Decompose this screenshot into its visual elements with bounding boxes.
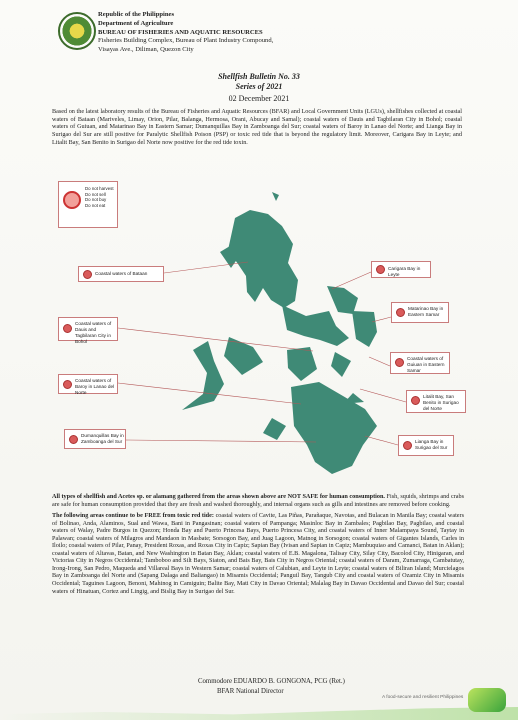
callout-label: Carigara Bay in Leyte: [388, 266, 421, 277]
callout-label: Coastal waters of Bataan: [95, 271, 148, 276]
callout-label: Coastal waters of Baroy in Lanao del Norte: [75, 378, 115, 395]
callout-litalit: [406, 390, 466, 413]
warning-paragraph: [52, 493, 464, 508]
advisory-text: [52, 493, 464, 595]
bulletin-number: Shellfish Bulletin No. 33: [218, 72, 300, 81]
callout-label: Dumanquillas Bay in Zamboanga del Sur: [81, 433, 124, 444]
legend-item: Do not sell: [85, 191, 106, 197]
signatory-title: BFAR National Director: [217, 688, 284, 695]
red-tide-icon: [63, 380, 72, 389]
warning-statement: All types of shellfish and Acetes sp. or alamang gathered from the areas shown above are NOT SAFE for human consumption.: [52, 493, 385, 500]
legend-item: Do not harvest: [85, 186, 114, 191]
address-line-2: Visayas Ave., Diliman, Quezon City: [98, 46, 194, 54]
bulletin-series: Series of 2021: [235, 82, 283, 91]
legend-item: Do not buy: [85, 197, 107, 203]
department-line: Department of Agriculture: [98, 19, 174, 27]
red-tide-icon: [63, 324, 72, 333]
legend-item: Do not eat: [85, 203, 106, 209]
agency-badge: [468, 688, 506, 712]
republic-line: Republic of the Philippines: [98, 11, 175, 18]
intro-paragraph: Based on the latest laboratory results of the Bureau of Fisheries and Aquatic Resources (BFAR) and Local Government Units (LGUs), shellfishes collected at coastal waters of Bataan (Mariveles, Limay, Orion, Pilar, Balanga, Hermosa, Orani, Abucay and Samal); coastal waters of Dauis and Tagbilaran City in Bohol; coastal waters of Guiuan, and Matarinao Bay in Eastern Samar; Dumanquillas Bay in Zamboanga del Sur; coastal waters of Baroy in Lanao del Norte; and Lianga Bay in Surigao del Sur are still positive for Paralytic Shellfish Poison (PSP) or toxic red tide that is beyond the regulatory limit. Moreover, Carigara Bay in Leyte; and Litalit Bay, San Benito in Surigao del Norte now positive for the red tide toxin.: [52, 108, 462, 146]
free-areas-heading: The following areas continue to be FREE from toxic red tide:: [52, 512, 214, 520]
red-tide-icon: [83, 270, 92, 279]
free-areas-list: coastal waters of Cavite, Las Piñas, Parañaque, Navotas, and Bulacan in Manila Bay; coastal waters of Bolinao, Anda, Alaminos, Sual and Wawa, Bani in Pangasinan; coastal waters of Pampanga; Masinloc Bay in Zambales; Pagbilao Bay, Pagbilao, and coastal waters of Walay, Padre Burgos in Quezon; Honda Bay and Puerto Princesa Bays, Puerto Princesa City, and coastal waters of Inner Malampaya Sound, Taytay in Palawan; coastal waters of Milagros and Mandaon in Masbate; Sorsogon Bay, and Juag Lagoon, Matnog in Sorsogon; coastal waters of Gigantes Islands, Carles in Iloilo; coastal waters of Pilar, Panay, President Roxas, and Roxas City in Capiz; Sapian Bay (Ivisan and Sapian in Capiz; Mambuquiao and Camanci, Batan in Aklan); coastal waters of Altavas, Batan, and New Washington in Batan Bay, Aklan; coastal waters of E.B. Magalona, Talisay City, Silay City, Bacolod City, Hinigaran, and Victorias City in Negros Occidental; Tamboboo and Silt Bays, Siaton, and Bais Bay, Bais City in Negros Oriental; coastal waters of Daram, Zumarraga, Cambatutay, Irong-Irong, San Pedro, Maqueda and Villareal Bays in Western Samar; coastal waters of Calubian, and Leyte in Leyte; coastal waters of Biliran Island; Murcielagos Bay in Zamboanga del Norte and (Sapang Dalaga and Baliangao) in Misamis Occidental; Panguil Bay, Tangub City and coastal waters of Ozamiz City in Misamis Occidental; Taguines Lagoon, Benoni, Mahinog in Camiguin; Balite Bay, Mati City in Davao Oriental; Malalag Bay in Davao Occidental and Davao del Sur; coastal waters of Hinatuan, Cortez and Lingig, and Bislig Bay in Surigao del Sur.: [52, 512, 464, 595]
callout-bataan: [78, 266, 164, 282]
callout-label: Matarinao Bay in Eastern Samar: [408, 306, 444, 317]
red-tide-icon: [69, 435, 78, 444]
free-areas-paragraph: [52, 512, 464, 595]
callout-matarinao: [391, 302, 449, 323]
footer-slogan: A food-secure and resilient Philippines: [382, 695, 464, 700]
red-tide-icon: [411, 396, 420, 405]
callout-guiuan: [390, 352, 450, 374]
address-line-1: Fisheries Building Complex, Bureau of Plant Industry Compound,: [98, 37, 274, 45]
bulletin-date: 02 December 2021: [228, 94, 290, 103]
bureau-line: BUREAU OF FISHERIES AND AQUATIC RESOURCES: [98, 28, 263, 36]
callout-lianga: [398, 435, 454, 456]
red-tide-icon: [376, 265, 385, 274]
callout-label: Lianga Bay in Surigao del Sur: [415, 439, 448, 450]
callout-carigara: [371, 261, 431, 278]
callout-label: Coastal waters of Dauis and Tagbilaran City in Bohol: [75, 321, 112, 344]
signatory-name: Commodore EDUARDO B. GONGONA, PCG (Ret.): [198, 678, 345, 685]
callout-label: Coastal waters of Guiuan in Eastern Samar: [407, 356, 445, 373]
red-tide-icon: [403, 441, 412, 450]
callout-baroy: [58, 374, 118, 394]
callout-label: Litalit Bay, San Benito in Surigao del Norte: [423, 394, 459, 411]
callout-dauis: [58, 317, 118, 344]
red-tide-icon: [395, 358, 404, 367]
warning-details: Fish, squids, shrimps and crabs are safe for human consumption provided that they are fresh and washed thoroughly, and internal organs such as gills and intestines are removed before cooking.: [52, 493, 464, 508]
callout-dumanquillas: [64, 429, 126, 449]
red-tide-icon: [396, 308, 405, 317]
